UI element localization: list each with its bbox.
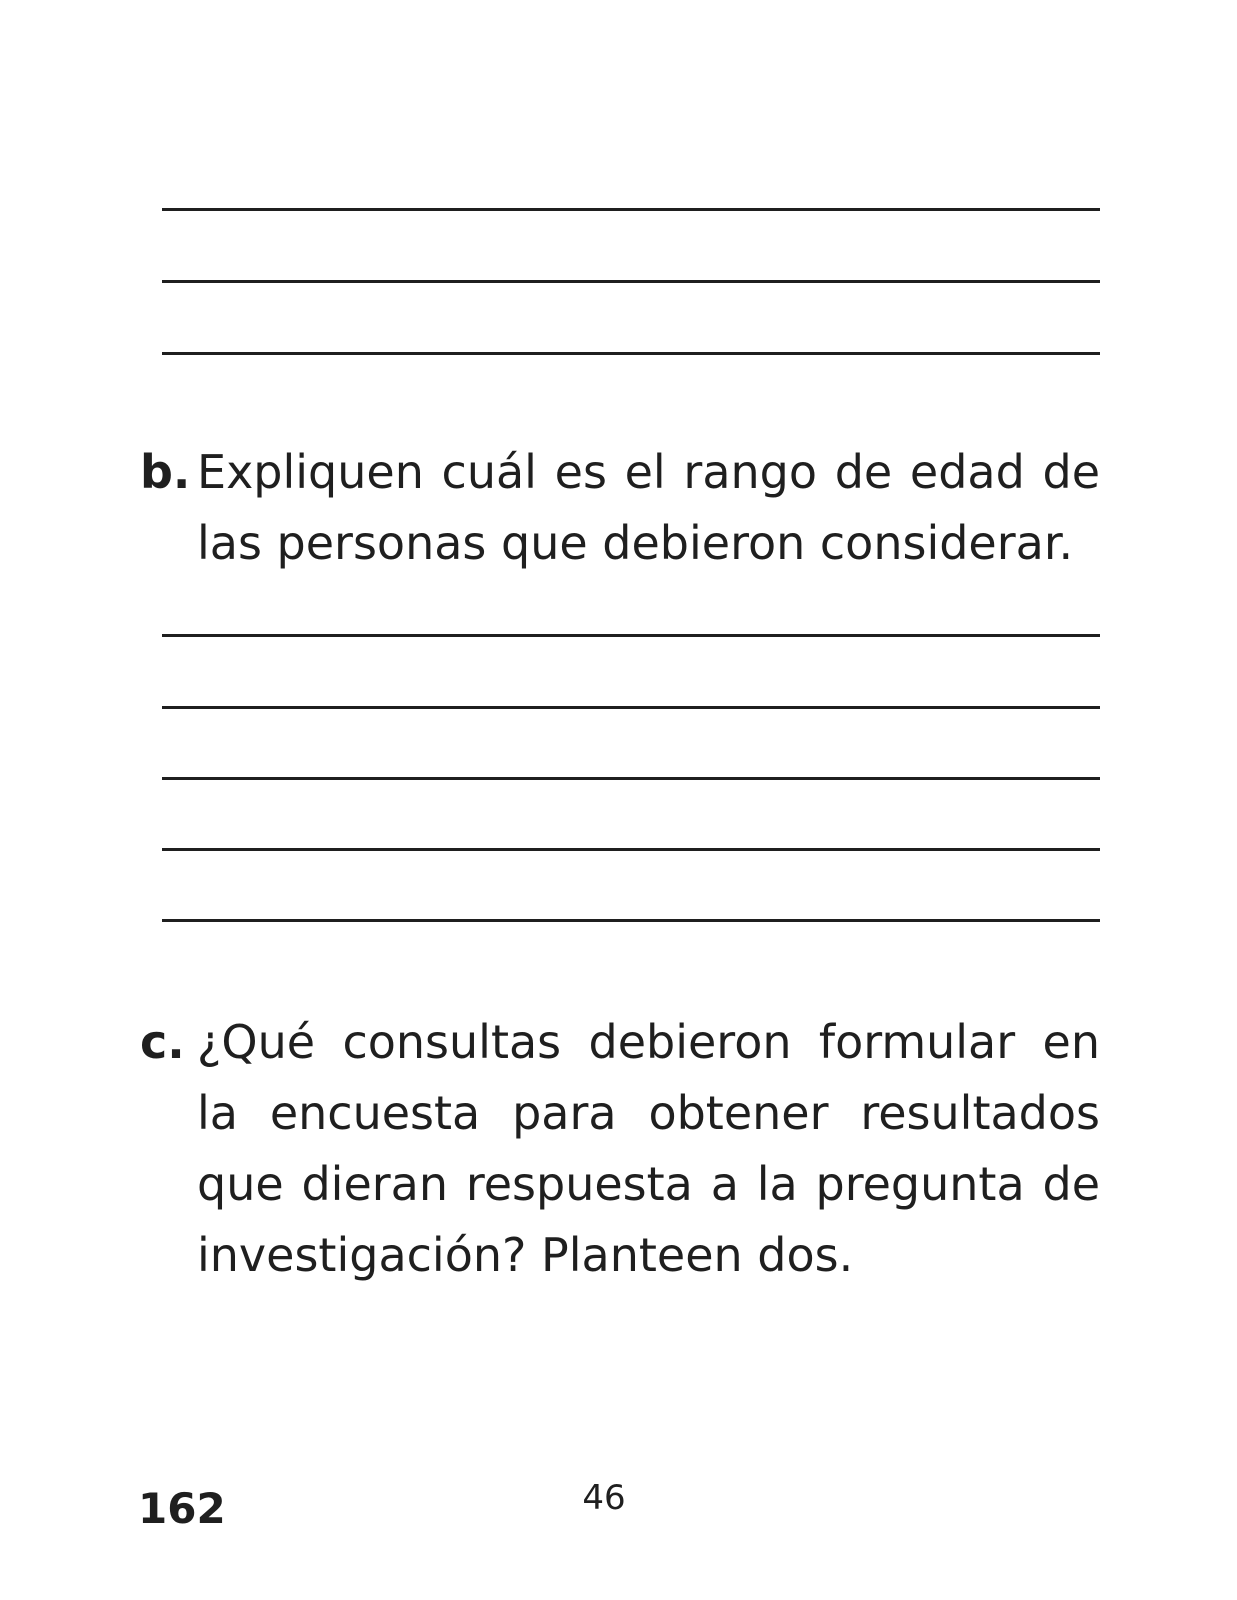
question-b-text: Expliquen cuál es el rango de edad de las personas que debieron considerar. xyxy=(197,445,1100,570)
question-b-letter: b. xyxy=(140,445,191,499)
book-page-number: 162 xyxy=(138,1484,226,1533)
pdf-page-number: 46 xyxy=(582,1478,626,1518)
question-c xyxy=(140,1007,1100,1291)
question-c-letter: c. xyxy=(140,1015,185,1069)
answer-line[interactable] xyxy=(162,848,1100,851)
answer-line[interactable] xyxy=(162,352,1100,355)
answer-line[interactable] xyxy=(162,634,1100,637)
answer-line[interactable] xyxy=(162,280,1100,283)
answer-line[interactable] xyxy=(162,919,1100,922)
answer-line[interactable] xyxy=(162,208,1100,211)
answer-line[interactable] xyxy=(162,777,1100,780)
question-c-text: ¿Qué consultas debieron formular en la encuesta para obtener resultados que dieran respuesta a la pregunta de investigación? Planteen dos. xyxy=(197,1015,1100,1282)
question-b xyxy=(140,437,1100,579)
answer-line[interactable] xyxy=(162,706,1100,709)
